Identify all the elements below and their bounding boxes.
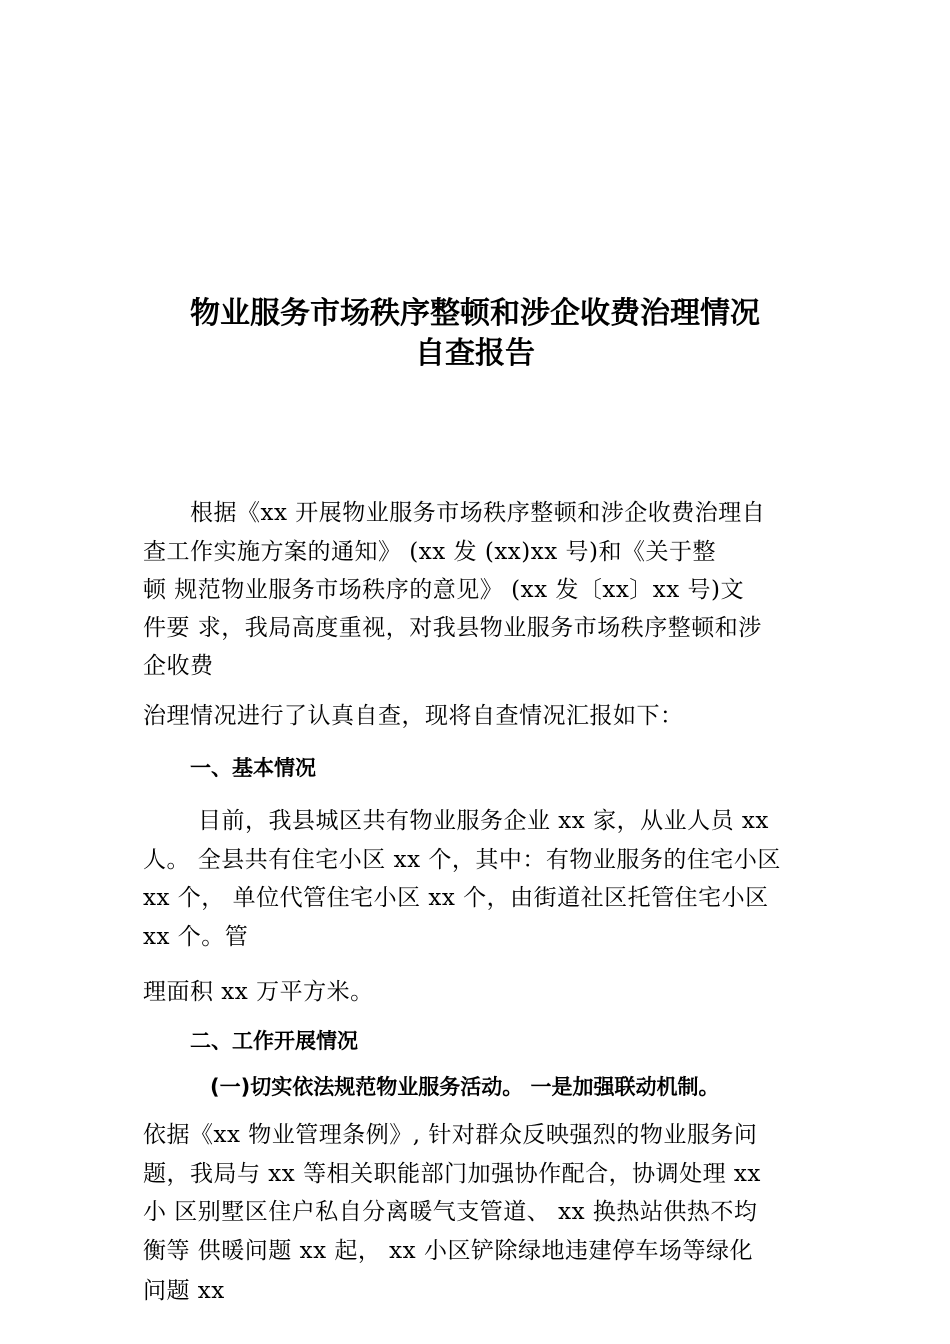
paragraph-line: 小 区别墅区住户私自分离暖气支管道、 xx 换热站供热不均 [143, 1199, 758, 1225]
section-heading-work-progress: 二、工作开展情况 [190, 1029, 358, 1053]
paragraph-2-continued: 理面积 xx 万平方米。 [143, 979, 374, 1005]
paragraph-line: xx 个。管 [143, 924, 249, 950]
paragraph-line: 题，我局与 xx 等相关职能部门加强协作配合，协调处理 xx [143, 1161, 761, 1187]
paragraph-line: 人。 全县共有住宅小区 xx 个，其中：有物业服务的住宅小区 [143, 847, 781, 873]
document-title-line-2: 自查报告 [415, 336, 535, 371]
subsection-heading-1: (一)切实依法规范物业服务活动。 一是加强联动机制。 [210, 1075, 720, 1099]
paragraph-line: 顿 规范物业服务市场秩序的意见》 (xx 发〔xx〕xx 号)文 [143, 577, 745, 603]
paragraph-line: 企收费 [143, 653, 214, 679]
paragraph-line: 问题 xx [143, 1278, 225, 1304]
paragraph-line: 查工作实施方案的通知》 (xx 发 (xx)xx 号)和《关于整 [143, 539, 716, 565]
paragraph-line: xx 个， 单位代管住宅小区 xx 个，由街道社区托管住宅小区 [143, 885, 769, 911]
paragraph-line: 根据《xx 开展物业服务市场秩序整顿和涉企收费治理自 [190, 500, 766, 526]
paragraph-1-continued: 治理情况进行了认真自查，现将自查情况汇报如下： [143, 703, 684, 729]
paragraph-line: 件要 求，我局高度重视，对我县物业服务市场秩序整顿和涉 [143, 615, 762, 641]
paragraph-line: 目前，我县城区共有物业服务企业 xx 家，从业人员 xx [198, 808, 769, 834]
paragraph-line: 依据《xx 物业管理条例》, 针对群众反映强烈的物业服务问 [143, 1122, 758, 1148]
document-title-line-1: 物业服务市场秩序整顿和涉企收费治理情况 [190, 296, 760, 331]
section-heading-basic-situation: 一、基本情况 [190, 756, 316, 780]
paragraph-line: 衡等 供暖问题 xx 起， xx 小区铲除绿地违建停车场等绿化 [143, 1238, 753, 1264]
